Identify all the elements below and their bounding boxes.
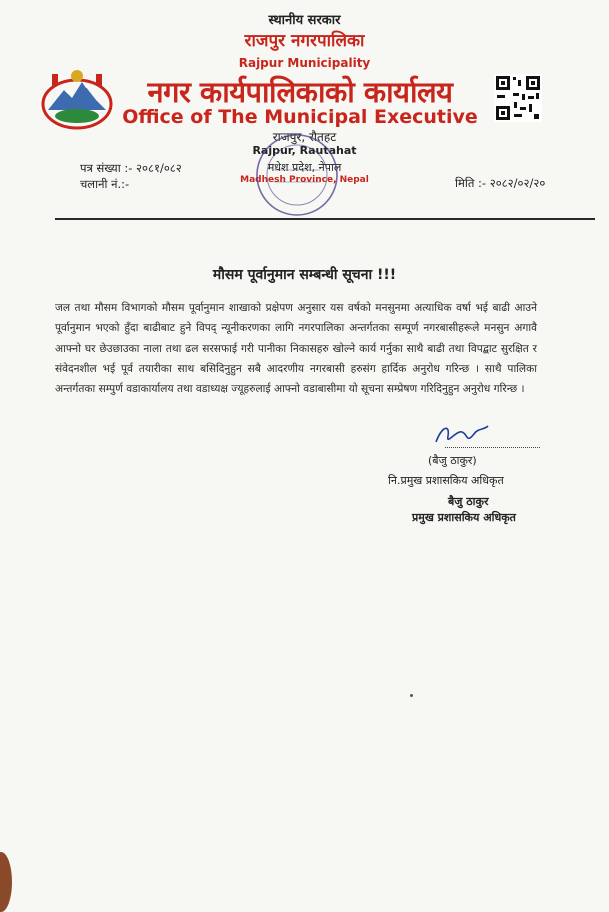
signatory-name: बैजु ठाकुर: [448, 495, 489, 508]
government-label: स्थानीय सरकार: [268, 13, 341, 28]
province-en: Madhesh Province, Nepal: [240, 175, 369, 185]
finger-edge: [0, 852, 12, 912]
header-divider: [55, 218, 595, 220]
signature-line: [445, 447, 540, 448]
notice-body: जल तथा मौसम विभागको मौसम पूर्वानुमान शाखाको प्रक्षेपण अनुसार यस वर्षको मनसुनमा अत्याधिक वर्षा भई बाढी आउने पूर्वानुमान भएको हुँदा बाढीबाट हुने विपद् न्यूनीकरणका लागि नगरपालिका अन्तर्गतका सम्पूर्ण नगरबासीहरूले मनसुन अगावै आफ्नो घर छेउछाउका नाला तथा ढल सरसफाई गरी पानीका निकासहरु खोल्ने कार्य गर्नुका साथै बाढी तथा विपद्बाट सुरक्षित र संवेदनशील भई पूर्व तयारीका साथ बसिदिनुहुन सबै आदरणीय नगरबासी हरुसंग हार्दिक अनुरोध गरिन्छ । साथै पालिका अन्तर्गतका सम्पुर्ण वडाकार्यालय तथा वडाध्यक्ष ज्यूहरुलाई आफ्नो वडाबासीमा यो सूचना सम्प्रेषण गरिदिनुहुन अनुरोध गरिन्छ ।: [55, 302, 537, 396]
dispatch-number: चलानी नं.:-: [80, 177, 130, 191]
municipality-name-en: Rajpur Municipality: [238, 56, 371, 70]
signature: [432, 420, 492, 450]
signatory-acting-designation: नि.प्रमुख प्रशासकिय अधिकृत: [388, 474, 504, 487]
office-stamp: [252, 130, 342, 220]
municipality-name: राजपुर नगरपालिका: [244, 31, 365, 51]
page-speck: [410, 694, 413, 697]
address: राजपुर, रौतहट: [272, 130, 337, 144]
signatory-designation: प्रमुख प्रशासकिय अधिकृत: [412, 511, 516, 524]
notice-title: मौसम पूर्वानुमान सम्बन्धी सूचना !!!: [212, 267, 397, 283]
reference-block: [80, 160, 182, 192]
qr-code: [494, 74, 542, 122]
letter-number: पत्र संख्या :- २०८१/०८२: [80, 161, 182, 175]
office-title: नगर कार्यपालिकाको कार्यालय: [147, 75, 453, 109]
letter-date: मिति :- २०८२/०२/२०: [455, 176, 546, 190]
province: मधेश प्रदेश, नेपाल: [267, 161, 342, 174]
signatory-name-paren: (बैजु ठाकुर): [428, 454, 477, 467]
office-title-en: Office of The Municipal Executive: [122, 106, 478, 128]
nepal-emblem-logo: [38, 66, 116, 132]
address-en: Rajpur, Rautahat: [252, 144, 357, 157]
